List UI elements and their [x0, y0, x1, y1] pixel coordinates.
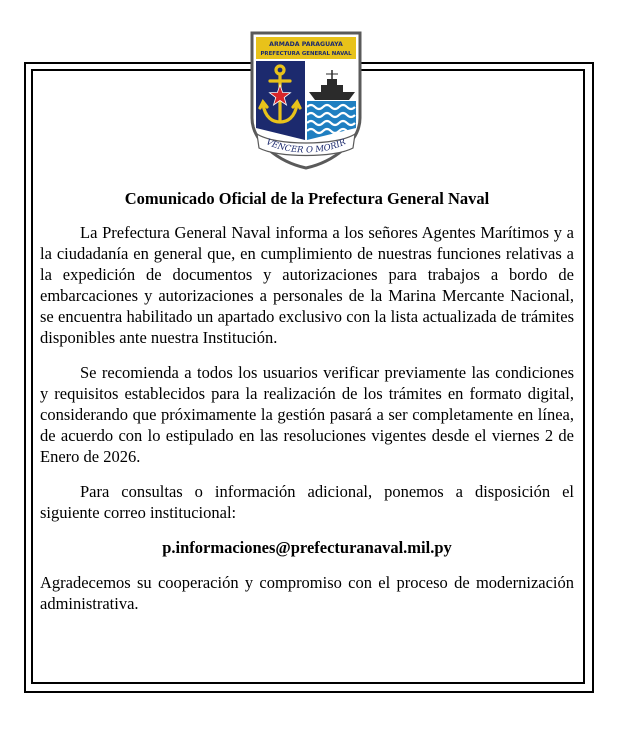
crest-top-line-1: ARMADA PARAGUAYA — [269, 41, 343, 48]
notice-closing: Agradecemos su cooperación y compromiso con el proceso de modernización administrativa. — [40, 573, 574, 613]
crest-motto: VENCER O MORIR — [264, 137, 348, 156]
contact-email: p.informaciones@prefecturanaval.mil.py — [162, 538, 452, 557]
notice-paragraph-1: La Prefectura General Naval informa a los señores Agentes Marítimos y a la ciudadanía en general que, en cumplimiento de nuestras funciones relativas a la expedición de documentos y autorizaciones para trabajos a bordo de embarcaciones y autorizaciones a personales de la Marina Mercante Nacional, se encuentra habilitado un apartado exclusivo con la lista actualizada de trámites disponibles ante nuestra Institución. — [40, 223, 574, 347]
notice-paragraph-2: Se recomienda a todos los usuarios verificar previamente las condiciones y requisitos establecidos para la realización de los trámites en formato digital, considerando que próximamente la gestión pasará a ser completamente en línea, de acuerdo con lo estipulado en las resoluciones vigentes desde el viernes 2 de Enero de 2026. — [40, 363, 574, 466]
crest-top-line-2: PREFECTURA GENERAL NAVAL — [260, 51, 352, 57]
notice-body — [40, 188, 574, 628]
prefectura-crest — [249, 30, 363, 170]
notice-paragraph-3: Para consultas o información adicional, ponemos a disposición el siguiente correo institucional: — [40, 482, 574, 522]
notice-title: Comunicado Oficial de la Prefectura General Naval — [124, 189, 490, 208]
